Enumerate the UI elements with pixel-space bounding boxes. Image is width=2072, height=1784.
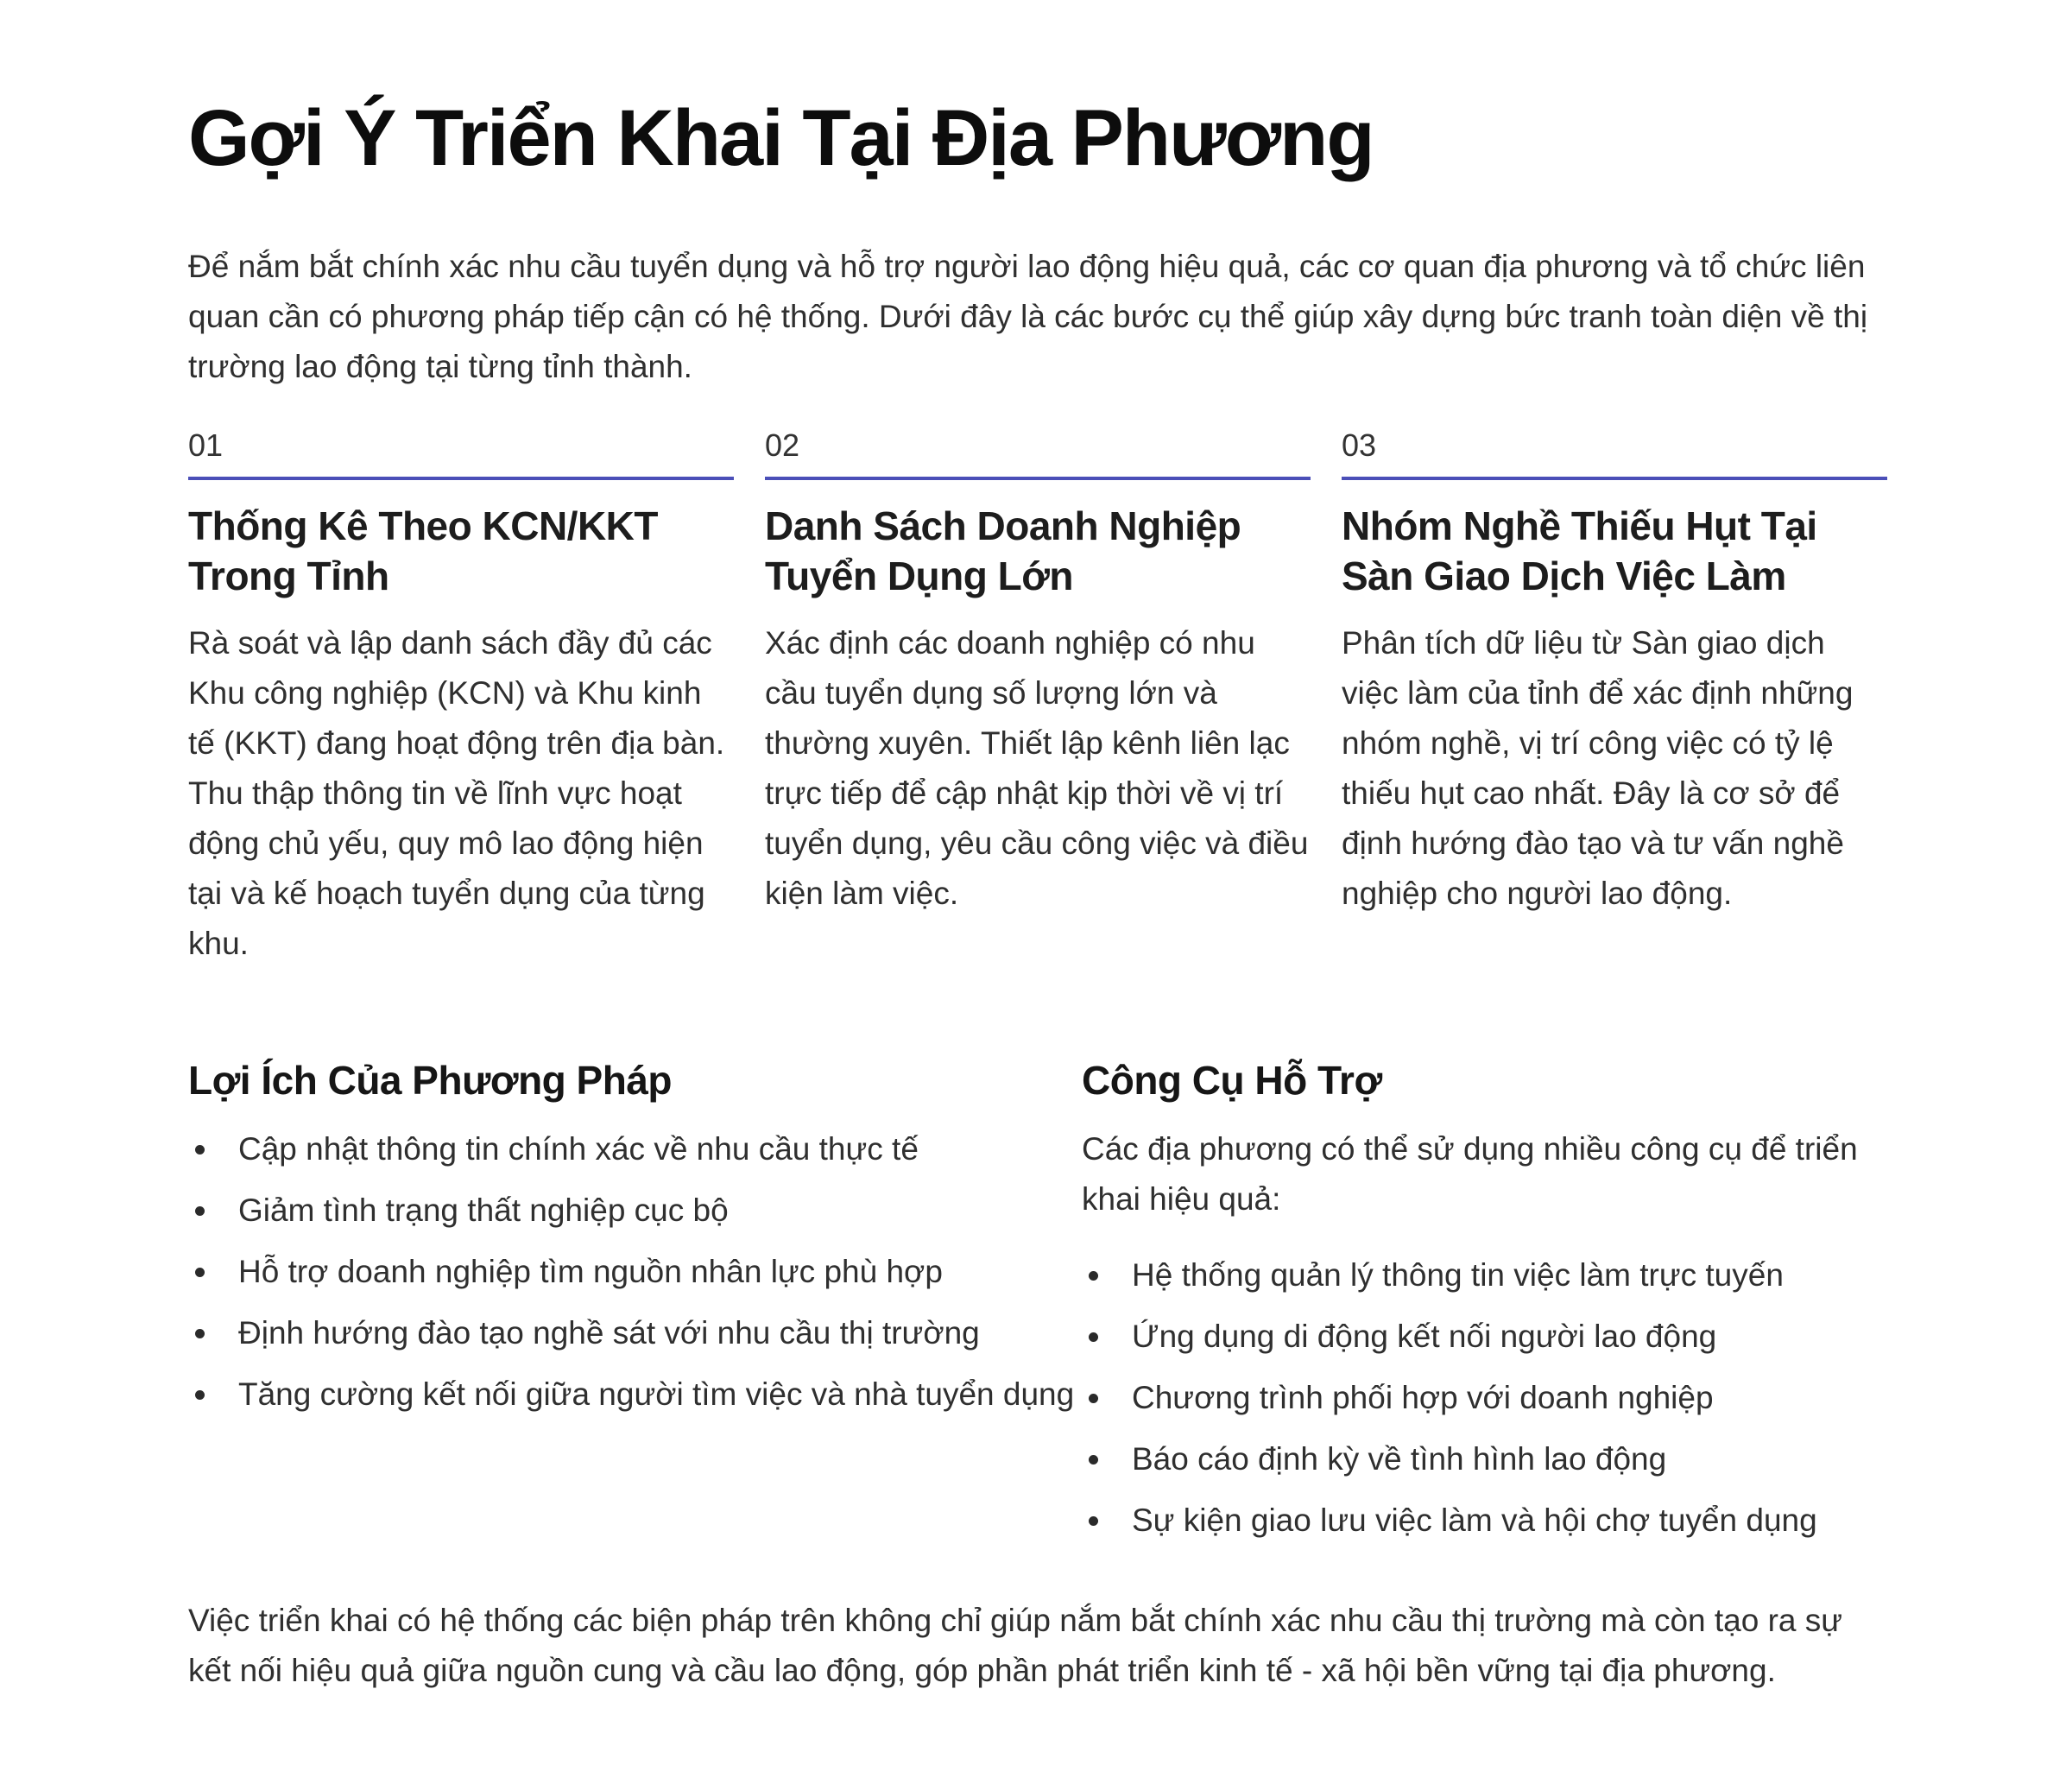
steps-row bbox=[188, 427, 1884, 969]
step-description: Xác định các doanh nghiệp có nhu cầu tuyển dụng số lượng lớn và thường xuyên. Thiết lập kênh liên lạc trực tiếp để cập nhật kịp thời về vị trí tuyển dụng, yêu cầu công việc và điều kiện làm việc. bbox=[765, 625, 1309, 911]
list-item bbox=[1082, 1250, 1884, 1300]
benefits-list bbox=[188, 1124, 1082, 1420]
list-item-text: Chương trình phối hợp với doanh nghiệp bbox=[1132, 1380, 1714, 1415]
list-item bbox=[1082, 1373, 1884, 1423]
list-item-text: Ứng dụng di động kết nối người lao động bbox=[1132, 1319, 1717, 1354]
bullet-icon bbox=[1089, 1394, 1098, 1403]
tools-title: Công Cụ Hỗ Trợ bbox=[1082, 1058, 1382, 1103]
bullet-icon bbox=[1089, 1455, 1098, 1465]
bullet-icon bbox=[195, 1206, 205, 1216]
tools-section bbox=[1082, 1055, 1884, 1557]
step-number: 02 bbox=[765, 427, 1311, 480]
conclusion-paragraph: Việc triển khai có hệ thống các biện pháp trên không chỉ giúp nắm bắt chính xác nhu cầu thị trường mà còn tạo ra sự kết nối hiệu quả giữa nguồn cung và cầu lao động, góp phần phát triển kinh tế - xã hội bền vững tại địa phương. bbox=[188, 1603, 1843, 1688]
bullet-icon bbox=[195, 1329, 205, 1338]
bullet-icon bbox=[195, 1390, 205, 1400]
step-title: Nhóm Nghề Thiếu Hụt Tại Sàn Giao Dịch Việc Làm bbox=[1342, 503, 1817, 598]
list-item bbox=[188, 1247, 1082, 1297]
step-card bbox=[765, 427, 1311, 969]
list-item-text: Giảm tình trạng thất nghiệp cục bộ bbox=[238, 1192, 729, 1228]
list-item-text: Báo cáo định kỳ về tình hình lao động bbox=[1132, 1441, 1667, 1477]
list-item bbox=[188, 1186, 1082, 1236]
bullet-icon bbox=[1089, 1516, 1098, 1526]
list-item bbox=[1082, 1434, 1884, 1484]
tools-intro: Các địa phương có thể sử dụng nhiều công cụ để triển khai hiệu quả: bbox=[1082, 1131, 1858, 1217]
bullet-icon bbox=[1089, 1271, 1098, 1281]
list-item-text: Sự kiện giao lưu việc làm và hội chợ tuyển dụng bbox=[1132, 1502, 1817, 1538]
benefits-title: Lợi Ích Của Phương Pháp bbox=[188, 1058, 673, 1103]
list-item-text: Hệ thống quản lý thông tin việc làm trực tuyến bbox=[1132, 1257, 1784, 1293]
list-item-text: Cập nhật thông tin chính xác về nhu cầu thực tế bbox=[238, 1131, 919, 1167]
intro-paragraph: Để nắm bắt chính xác nhu cầu tuyển dụng và hỗ trợ người lao động hiệu quả, các cơ quan địa phương và tổ chức liên quan cần có phương pháp tiếp cận có hệ thống. Dưới đây là các bước cụ thể giúp xây dựng bức tranh toàn diện về thị trường lao động tại từng tỉnh thành. bbox=[188, 249, 1868, 384]
list-item bbox=[188, 1124, 1082, 1174]
step-number: 01 bbox=[188, 427, 734, 480]
step-description: Phân tích dữ liệu từ Sàn giao dịch việc làm của tỉnh để xác định những nhóm nghề, vị trí công việc có tỷ lệ thiếu hụt cao nhất. Đây là cơ sở để định hướng đào tạo và tư vấn nghề nghiệp cho người lao động. bbox=[1342, 625, 1854, 911]
list-item bbox=[188, 1308, 1082, 1358]
benefits-section bbox=[188, 1055, 1082, 1557]
step-description: Rà soát và lập danh sách đầy đủ các Khu công nghiệp (KCN) và Khu kinh tế (KKT) đang hoạt động trên địa bàn. Thu thập thông tin về lĩnh vực hoạt động chủ yếu, quy mô lao động hiện tại và kế hoạch tuyển dụng của từng khu. bbox=[188, 625, 725, 961]
list-item-text: Hỗ trợ doanh nghiệp tìm nguồn nhân lực phù hợp bbox=[238, 1254, 943, 1289]
step-title: Danh Sách Doanh Nghiệp Tuyển Dụng Lớn bbox=[765, 503, 1241, 598]
list-item bbox=[188, 1370, 1082, 1420]
list-item bbox=[1082, 1312, 1884, 1362]
step-title: Thống Kê Theo KCN/KKT Trong Tỉnh bbox=[188, 503, 658, 598]
tools-list bbox=[1082, 1250, 1884, 1546]
bullet-icon bbox=[1089, 1332, 1098, 1342]
step-card bbox=[1342, 427, 1887, 969]
step-number: 03 bbox=[1342, 427, 1887, 480]
list-item-text: Tăng cường kết nối giữa người tìm việc và nhà tuyển dụng bbox=[238, 1376, 1075, 1412]
bullet-icon bbox=[195, 1145, 205, 1155]
list-item bbox=[1082, 1496, 1884, 1546]
list-item-text: Định hướng đào tạo nghề sát với nhu cầu thị trường bbox=[238, 1315, 980, 1351]
page-title: Gợi Ý Triển Khai Tại Địa Phương bbox=[188, 94, 1374, 182]
step-card bbox=[188, 427, 734, 969]
bullet-icon bbox=[195, 1268, 205, 1277]
two-column-section bbox=[188, 1055, 1884, 1557]
